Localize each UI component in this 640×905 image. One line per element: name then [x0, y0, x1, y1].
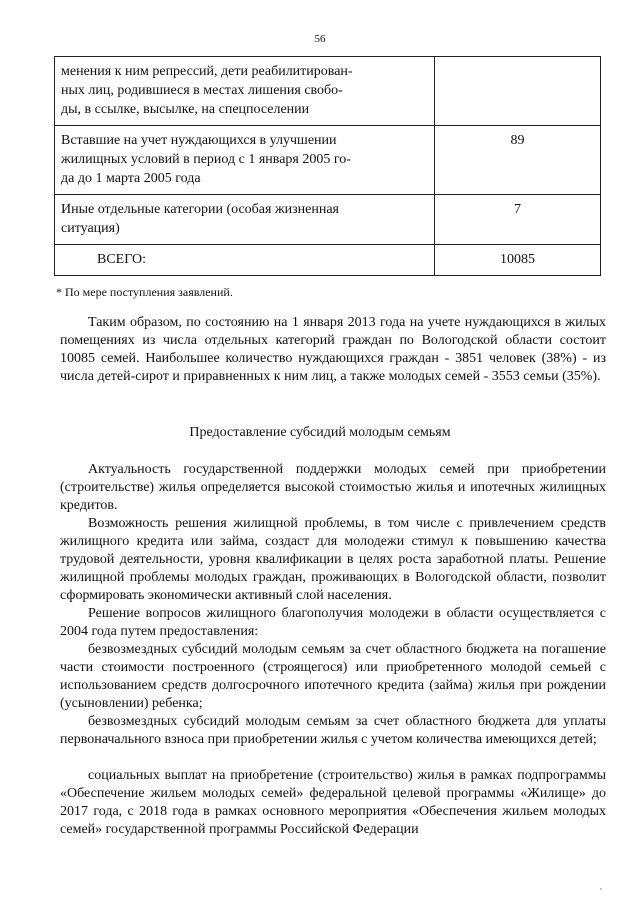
categories-table	[54, 56, 601, 276]
page-number: 56	[314, 33, 326, 45]
total-label: ВСЕГО:	[55, 245, 435, 276]
paragraph: Возможность решения жилищной проблемы, в том числе с привлечением средств жилищного кредита или займа, создаст для молодежи стимул к повышению качества трудовой деятельности, уровня квалификации в целях роста заработной платы. Решение жилищной проблемы молодых граждан, проживающих в Вологодской области, позволит сформировать экономически активный слой населения.	[60, 516, 606, 603]
list-item: безвозмездных субсидий молодым семьям за счет областного бюджета для уплаты первоначального взноса при приобретении жилья с учетом количества имеющихся детей;	[60, 714, 606, 747]
list-item: безвозмездных субсидий молодым семьям за счет областного бюджета на погашение части стоимости построенного (строящегося) или приобретенного молодой семьей с использованием средств долгосрочного ипотечного кредита (займа) жилья при рождении (усыновлении) ребенка;	[60, 642, 606, 711]
list-item: социальных выплат на приобретение (строительство) жилья в рамках подпрограммы «Обеспечение жильем молодых семей» федеральной целевой программы «Жилище» до 2017 года, с 2018 года в рамках основного мероприятия «Обеспечения жильем молодых семей» государственной программы Российской Федерации	[60, 768, 606, 837]
count-cell: 89	[435, 126, 601, 195]
footnote: * По мере поступления заявлений.	[56, 285, 233, 299]
paragraph: Решение вопросов жилищного благополучия молодежи в области осуществляется с 2004 года путем предоставления:	[60, 606, 606, 639]
category-cell: Вставшие на учет нуждающихся в улучшении жилищных условий в период с 1 января 2005 го- да до 1 марта 2005 года	[55, 126, 435, 195]
paragraph: Актуальность государственной поддержки молодых семей при приобретении (строительстве) жилья определяется высокой стоимостью жилья и ипотечных жилищных кредитов.	[60, 462, 606, 513]
category-cell: менения к ним репрессий, дети реабилитирован- ных лиц, родившиеся в местах лишения свобо- ды, в ссылке, высылке, на спецпоселении	[55, 57, 435, 126]
scan-mark: '	[600, 887, 602, 898]
section-heading: Предоставление субсидий молодым семьям	[189, 425, 451, 440]
table-row	[55, 195, 601, 245]
category-cell: Иные отдельные категории (особая жизненная ситуация)	[55, 195, 435, 245]
total-row	[55, 245, 601, 276]
table-row	[55, 126, 601, 195]
total-value: 10085	[435, 245, 601, 276]
table-row	[55, 57, 601, 126]
summary-paragraph: Таким образом, по состоянию на 1 января 2013 года на учете нуждающихся в жилых помещениях из числа отдельных категорий граждан по Вологодской области состоит 10085 семей. Наибольшее количество нуждающихся граждан - 3851 человек (38%) - из числа детей-сирот и приравненных к ним лиц, а также молодых семей - 3553 семьи (35%).	[60, 315, 606, 384]
count-cell	[435, 57, 601, 126]
count-cell: 7	[435, 195, 601, 245]
